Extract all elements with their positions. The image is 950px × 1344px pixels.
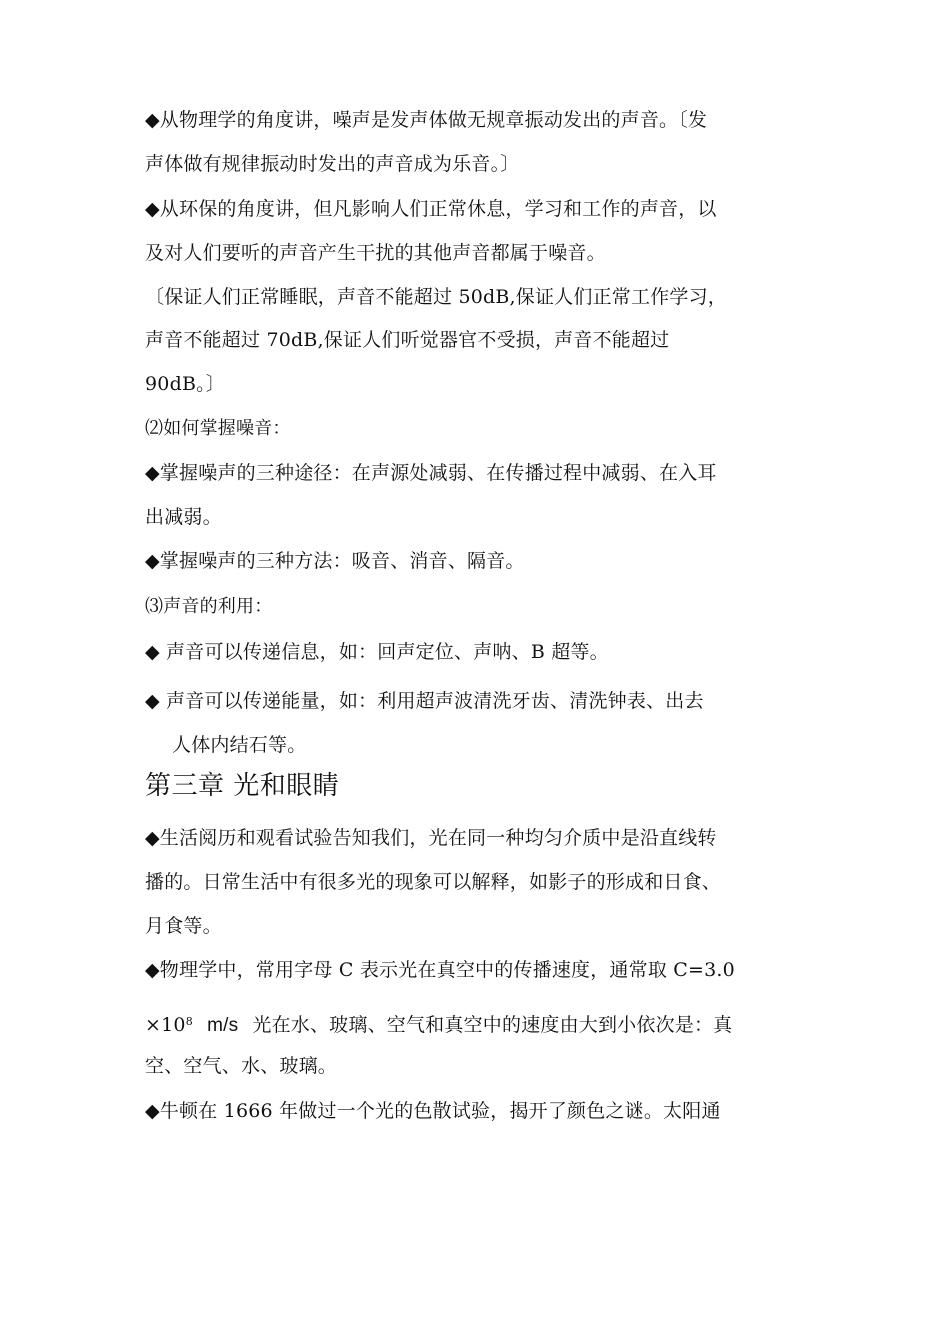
text-line: 人体内结石等。 — [172, 734, 307, 756]
text-line: 声体做有规律振动时发出的声音成为乐音。〕 — [145, 153, 520, 175]
text-line: ◆掌握噪声的三种方法：吸音、消音、隔音。 — [145, 550, 525, 572]
text-line: ◆ 声音可以传递信息，如：回声定位、声呐、B 超等。 — [145, 641, 609, 663]
text-line: ◆牛顿在 1666 年做过一个光的色散试验，揭开了颜色之谜。太阳通 — [145, 1100, 721, 1122]
section-heading: ⑵如何掌握噪音： — [145, 418, 291, 439]
chapter-title: 第三章 光和眼睛 — [145, 771, 340, 801]
text-line: ◆掌握噪声的三种途径：在声源处减弱、在传播过程中减弱、在入耳 — [145, 462, 717, 484]
section-heading: ⑶声音的利用： — [145, 596, 273, 617]
text-line: 月食等。 — [145, 915, 222, 937]
text-line: 出减弱。 — [145, 506, 222, 528]
speed-multiplier: ×10 — [145, 1014, 186, 1036]
text-line: 播的。日常生活中有很多光的现象可以解释，如影子的形成和日食、 — [145, 871, 722, 893]
text-line: ◆生活阅历和观看试验告知我们，光在同一种均匀介质中是沿直线转 — [145, 827, 717, 849]
text-line: 声音不能超过 70dB,保证人们听觉器官不受损，声音不能超过 — [145, 329, 670, 351]
text-line: ◆ 声音可以传递能量，如：利用超声波清洗牙齿、清洗钟表、出去 — [145, 690, 704, 712]
speed-exponent: 8 — [185, 1015, 193, 1028]
text-line: ◆物理学中，常用字母 C 表示光在真空中的传播速度，通常取 C=3.0 — [145, 959, 735, 981]
text-line: 光在水、玻璃、空气和真空中的速度由大到小依次是：真 — [252, 1014, 733, 1036]
speed-unit: m/s — [207, 1015, 239, 1036]
text-line: 90dB。〕 — [145, 373, 226, 395]
text-line: 及对人们要听的声音产生干扰的其他声音都属于噪音。 — [145, 242, 606, 264]
text-line: 〔保证人们正常睡眠，声音不能超过 50dB,保证人们正常工作学习， — [145, 286, 727, 308]
text-line: ◆从物理学的角度讲，噪声是发声体做无规章振动发出的声音。〔发 — [145, 109, 708, 131]
text-line: 空、空气、水、玻璃。 — [145, 1055, 338, 1077]
speed-line — [145, 1010, 732, 1038]
text-line: ◆从环保的角度讲，但凡影响人们正常休息，学习和工作的声音，以 — [145, 198, 717, 220]
